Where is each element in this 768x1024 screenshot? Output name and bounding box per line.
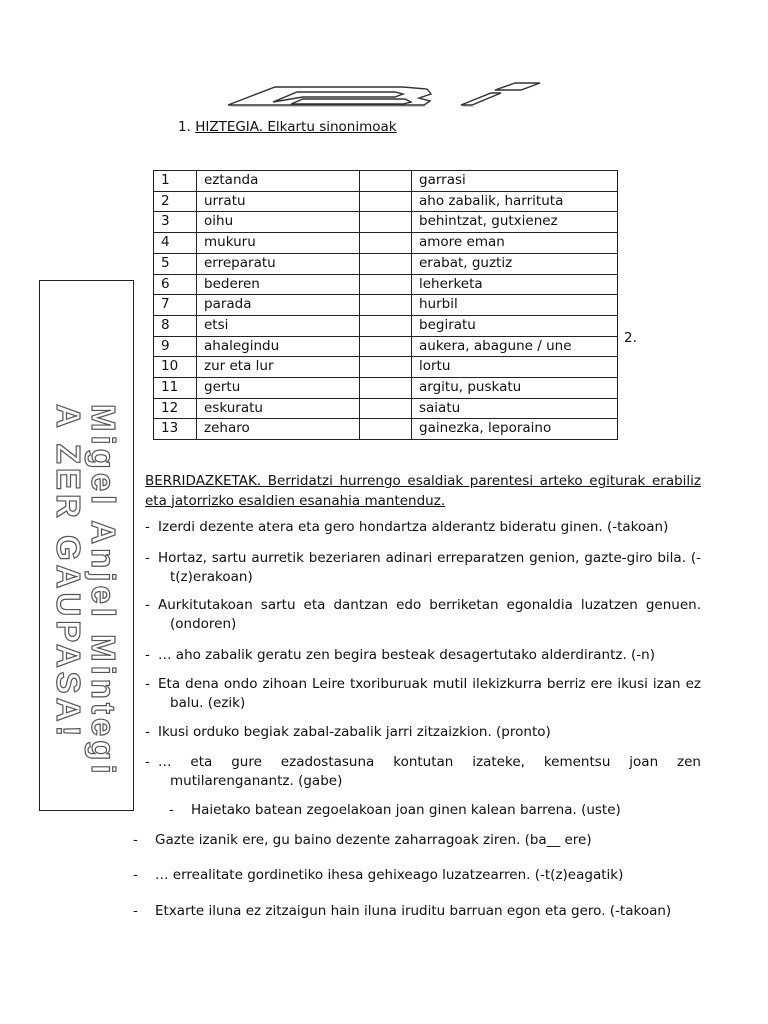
- table-row: [154, 212, 618, 233]
- match-answer-cell[interactable]: [360, 171, 412, 192]
- row-number: 2: [154, 191, 197, 212]
- section1-title-rest: Elkartu sinonimoak: [263, 119, 397, 135]
- table-row: [154, 171, 618, 192]
- synonym: amore eman: [412, 233, 618, 254]
- synonym: behintzat, gutxienez: [412, 212, 618, 233]
- synonym: saiatu: [412, 398, 618, 419]
- basque-word: oihu: [197, 212, 360, 233]
- synonym: erabat, guztiz: [412, 253, 618, 274]
- match-answer-cell[interactable]: [360, 274, 412, 295]
- table-row: [154, 398, 618, 419]
- synonym: gainezka, leporaino: [412, 419, 618, 440]
- sentence-item: [145, 753, 701, 791]
- sentence-text: Aurkitutakoan sartu eta dantzan edo berriketan egonaldia luzatzen genuen. (ondoren): [158, 597, 701, 632]
- row-number: 10: [154, 357, 197, 378]
- bullet-dash: -: [145, 724, 150, 740]
- sentence-text: … eta gure ezadostasuna kontutan izateke, kementsu joan zen mutilarenganantz. (gabe): [158, 754, 701, 789]
- basque-word: mukuru: [197, 233, 360, 254]
- row-number: 5: [154, 253, 197, 274]
- section2-number: 2.: [624, 330, 637, 346]
- bullet-dash: -: [169, 802, 174, 818]
- bullet-dash: -: [145, 676, 150, 692]
- bi-wordart-logo: [225, 80, 545, 114]
- basque-word: zur eta lur: [197, 357, 360, 378]
- bullet-dash: -: [145, 519, 150, 535]
- section1-heading: [178, 119, 397, 135]
- match-answer-cell[interactable]: [360, 357, 412, 378]
- section1-title-underlined: HIZTEGIA.: [195, 119, 264, 135]
- sentence-item: [145, 646, 701, 665]
- basque-word: urratu: [197, 191, 360, 212]
- table-row: [154, 357, 618, 378]
- bullet-dash: -: [145, 647, 150, 663]
- basque-word: eskuratu: [197, 398, 360, 419]
- table-row: [154, 295, 618, 316]
- row-number: 7: [154, 295, 197, 316]
- basque-word: bederen: [197, 274, 360, 295]
- basque-word: ahalegindu: [197, 336, 360, 357]
- match-answer-cell[interactable]: [360, 233, 412, 254]
- bullet-dash: -: [145, 754, 150, 770]
- basque-word: eztanda: [197, 171, 360, 192]
- sentence-text: … errealitate gordinetiko ihesa gehixeago luzatzearren. (-t(z)eagatik): [155, 867, 624, 883]
- row-number: 12: [154, 398, 197, 419]
- sentence-item: [145, 675, 701, 713]
- basque-word: parada: [197, 295, 360, 316]
- table-row: [154, 336, 618, 357]
- synonym: argitu, puskatu: [412, 378, 618, 399]
- sentence-text: Haietako batean zegoelakoan joan ginen kalean barrena. (uste): [191, 802, 621, 818]
- synonym: aho zabalik, harrituta: [412, 191, 618, 212]
- basque-word: erreparatu: [197, 253, 360, 274]
- rewrite-instructions: BERRIDAZKETAK. Berridatzi hurrengo esaldiak parentesi arteko egiturak erabiliz eta jatorrizko esaldien esanahia mantenduz.: [145, 473, 701, 509]
- bullet-dash: -: [133, 903, 138, 919]
- table-row: [154, 233, 618, 254]
- sentence-text: Etxarte iluna ez zitzaigun hain iluna iruditu barruan egon eta gero. (-takoan): [155, 903, 672, 919]
- table-row: [154, 419, 618, 440]
- row-number: 6: [154, 274, 197, 295]
- sentence-text: … aho zabalik geratu zen begira besteak desagertutako alderdirantz. (-n): [158, 647, 656, 663]
- match-answer-cell[interactable]: [360, 378, 412, 399]
- basque-word: gertu: [197, 378, 360, 399]
- sentence-text: Izerdi dezente atera eta gero hondartza alderantz bideratu ginen. (-takoan): [158, 519, 669, 535]
- match-answer-cell[interactable]: [360, 191, 412, 212]
- table-row: [154, 253, 618, 274]
- row-number: 8: [154, 315, 197, 336]
- synonym: aukera, abagune / une: [412, 336, 618, 357]
- bullet-dash: -: [133, 867, 138, 883]
- row-number: 9: [154, 336, 197, 357]
- sentence-item: [145, 723, 701, 742]
- bullet-dash: -: [145, 597, 150, 613]
- row-number: 4: [154, 233, 197, 254]
- section1-number: 1.: [178, 119, 191, 135]
- table-row: [154, 315, 618, 336]
- match-answer-cell[interactable]: [360, 419, 412, 440]
- sentence-item: [145, 518, 701, 537]
- row-number: 3: [154, 212, 197, 233]
- row-number: 1: [154, 171, 197, 192]
- synonym: garrasi: [412, 171, 618, 192]
- match-answer-cell[interactable]: [360, 336, 412, 357]
- sentence-text: Hortaz, sartu aurretik bezeriaren adinari erreparatzen genion, gazte-giro bila. (-t(z)erakoan): [158, 550, 701, 585]
- synonym: lortu: [412, 357, 618, 378]
- basque-word: zeharo: [197, 419, 360, 440]
- sentence-text: Ikusi orduko begiak zabal-zabalik jarri zitzaizkion. (pronto): [158, 724, 551, 740]
- match-answer-cell[interactable]: [360, 295, 412, 316]
- sentence-text: Gazte izanik ere, gu baino dezente zaharragoak ziren. (ba__ ere): [155, 832, 592, 848]
- table-row: [154, 191, 618, 212]
- table-row: [154, 378, 618, 399]
- bullet-dash: -: [133, 832, 138, 848]
- basque-word: etsi: [197, 315, 360, 336]
- synonym: begiratu: [412, 315, 618, 336]
- match-answer-cell[interactable]: [360, 212, 412, 233]
- row-number: 13: [154, 419, 197, 440]
- synonym-table: [153, 170, 618, 440]
- match-answer-cell[interactable]: [360, 398, 412, 419]
- sentence-item: [133, 831, 703, 850]
- table-row: [154, 274, 618, 295]
- synonym: hurbil: [412, 295, 618, 316]
- match-answer-cell[interactable]: [360, 315, 412, 336]
- sentence-text: Eta dena ondo zihoan Leire txoriburuak mutil ilekizkurra berriz ere ikusi izan ez balu. (ezik): [158, 676, 701, 711]
- synonym: leherketa: [412, 274, 618, 295]
- sentence-item: [133, 866, 703, 885]
- row-number: 11: [154, 378, 197, 399]
- sidebar-wordart-box: [39, 280, 134, 811]
- sidebar-title-text: A ZER GAUPASA!: [50, 404, 87, 741]
- sentence-item: [169, 801, 689, 820]
- sentence-item: [145, 596, 701, 634]
- bullet-dash: -: [145, 550, 150, 566]
- sidebar-author-text: Migel Anjel Mintegi: [85, 404, 122, 778]
- sentence-item: [145, 549, 701, 587]
- match-answer-cell[interactable]: [360, 253, 412, 274]
- sentence-item: [133, 902, 713, 921]
